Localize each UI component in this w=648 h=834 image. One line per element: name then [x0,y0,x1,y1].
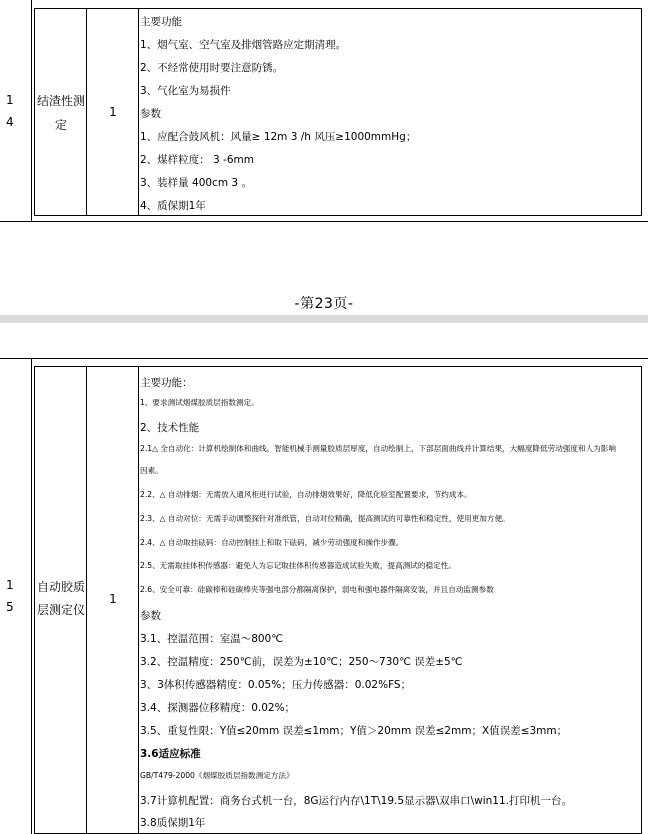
row-index-line-1: 1 [6,93,14,107]
spec-line: 3、气化室为易损件 [140,85,231,97]
spec-line: 3.7计算机配置：商务台式机一台，8G运行内存\1T\19.5显示器\双串口\win11.打印机一台。 [140,795,572,807]
spec-line: GB/T479-2000《烟煤胶质层指数测定方法》 [140,771,294,780]
row-index-line-1: 1 [6,578,14,592]
spec-line: 因素。 [140,466,163,475]
item-name-line-2: 定 [54,118,67,132]
spec-line: 主要功能 [140,16,182,28]
row-divider [31,358,32,834]
spec-line: 1、烟气室、空气室及排烟管路应定期清理。 [140,39,347,51]
spec-line: 4、质保期1年 [140,200,206,212]
spec-line: 2.6、安全可靠：硅碳棒和硅碳棒夹等强电部分都隔离保护，弱电和强电器件隔离安装，并且自动监测参数 [140,585,494,594]
spec-line: 1、应配合鼓风机：风量≥ 12m 3 /h 风压≥1000mmHg； [140,131,417,143]
row-divider [31,0,32,222]
cell-divider [138,366,139,834]
spec-line: 2、不经常使用时要注意防锈。 [140,62,284,74]
spec-line: 3.6适应标准 [140,748,201,760]
spec-line: 2.3、△ 自动对位：无需手动调整探针对准纸管，自动对位精确，提高测试的可靠性和稳定性，使用更加方便。 [140,514,510,523]
cell-divider [86,8,87,216]
page-separator [0,315,648,323]
row-index-line-2: 4 [6,115,14,129]
spec-line: 参数 [140,610,161,622]
spec-line: 3.2、控温精度：250℃前，误差为±10℃；250～730℃ 误差±5℃ [140,656,463,668]
page-number: -第23页- [294,296,354,312]
item-name-line-1: 结渣性测 [36,94,85,108]
spec-line: 2.1△ 全自动化：计算机绘制体和曲线，智能机械手测量胶质层厚度，自动绘制上、下部层面曲线并计算结果，大幅度降低劳动强度和人为影响 [140,444,616,453]
item-quantity: 1 [109,105,117,119]
spec-line: 3、3体积传感器精度：0.05%；压力传感器：0.02%FS； [140,679,412,691]
item-name-line-2: 层测定仪 [36,603,85,617]
row-top-border [0,358,648,359]
spec-table-row-15 [0,357,648,834]
spec-line: 3.5、重复性限：Y值≤20mm 误差≤1mm；Y值＞20mm 误差≤2mm；X值误差≤3mm； [140,725,568,737]
spec-line: 2.2、△ 自动排烟：无需放入通风柜进行试验，自动排烟效果好，降低化验室配置要求，节约成本。 [140,490,472,499]
spec-line: 1、要求测试烟煤胶质层指数测定。 [140,398,259,407]
cell-divider [86,366,87,834]
spec-line: 主要功能： [140,377,193,389]
item-name-line-1: 自动胶质 [36,580,85,594]
spec-text [140,12,640,212]
spec-text [140,369,640,831]
spec-line: 参数 [140,108,161,120]
spec-line: 2.5、无需取挂体积传感器：避免人为忘记取挂体积传感器造成试验失败，提高测试的稳定性。 [140,561,456,570]
spec-line: 3.1、控温范围：室温～800℃ [140,633,284,645]
item-quantity: 1 [109,592,117,606]
spec-line: 2、煤样粒度： 3 -6mm [140,154,254,166]
spec-table-row-14 [0,0,648,222]
cell-divider [138,8,139,216]
spec-line: 2.4、△ 自动取挂砝码：自动控制挂上和取下砝码，减少劳动强度和操作步骤。 [140,538,404,547]
spec-line: 3.8质保期1年 [140,817,206,829]
spec-line: 2、技术性能 [140,422,200,434]
spec-line: 3.4、探测器位移精度：0.02%； [140,702,296,714]
row-index-line-2: 5 [6,600,14,614]
spec-line: 3、装样量 400cm 3 。 [140,177,252,189]
page-gap [0,222,648,357]
